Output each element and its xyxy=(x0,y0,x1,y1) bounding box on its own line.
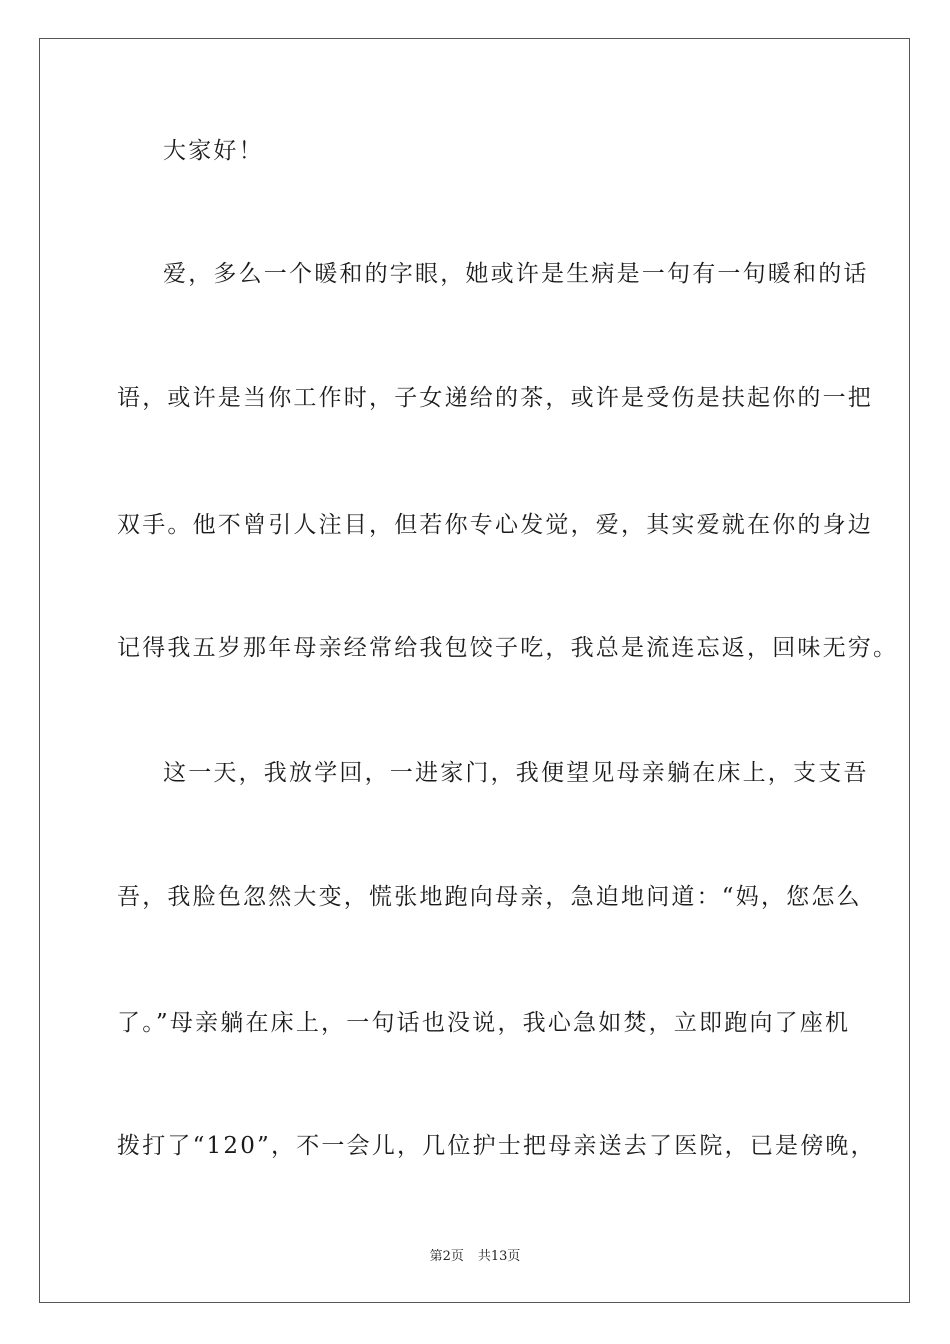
paragraph-line: 拨打了“120”，不一会儿，几位护士把母亲送去了医院，已是傍晚， xyxy=(117,1133,876,1159)
paragraph-line: 记得我五岁那年母亲经常给我包饺子吃，我总是流连忘返，回味无穷。 xyxy=(117,635,899,661)
page-total: 共13页 xyxy=(477,1249,521,1264)
page-number: 第2页 xyxy=(429,1249,464,1264)
paragraph-line: 双手。他不曾引人注目，但若你专心发觉，爱，其实爱就在你的身边 xyxy=(117,512,873,538)
page-frame xyxy=(39,38,910,1303)
paragraph-line: 吾，我脸色忽然大变，慌张地跑向母亲，急迫地问道：“妈，您怎么 xyxy=(117,884,862,910)
paragraph-line: 爱，多么一个暖和的字眼，她或许是生病是一句有一句暖和的话 xyxy=(163,261,869,287)
greeting-line: 大家好！ xyxy=(163,138,264,164)
paragraph-line: 语，或许是当你工作时，子女递给的茶，或许是受伤是扶起你的一把 xyxy=(117,385,873,411)
paragraph-line: 了。”母亲躺在床上，一句话也没说，我心急如焚，立即跑向了座机 xyxy=(117,1010,851,1036)
paragraph-line: 这一天，我放学回，一进家门，我便望见母亲躺在床上，支支吾 xyxy=(163,760,869,786)
page-footer xyxy=(0,1248,950,1266)
